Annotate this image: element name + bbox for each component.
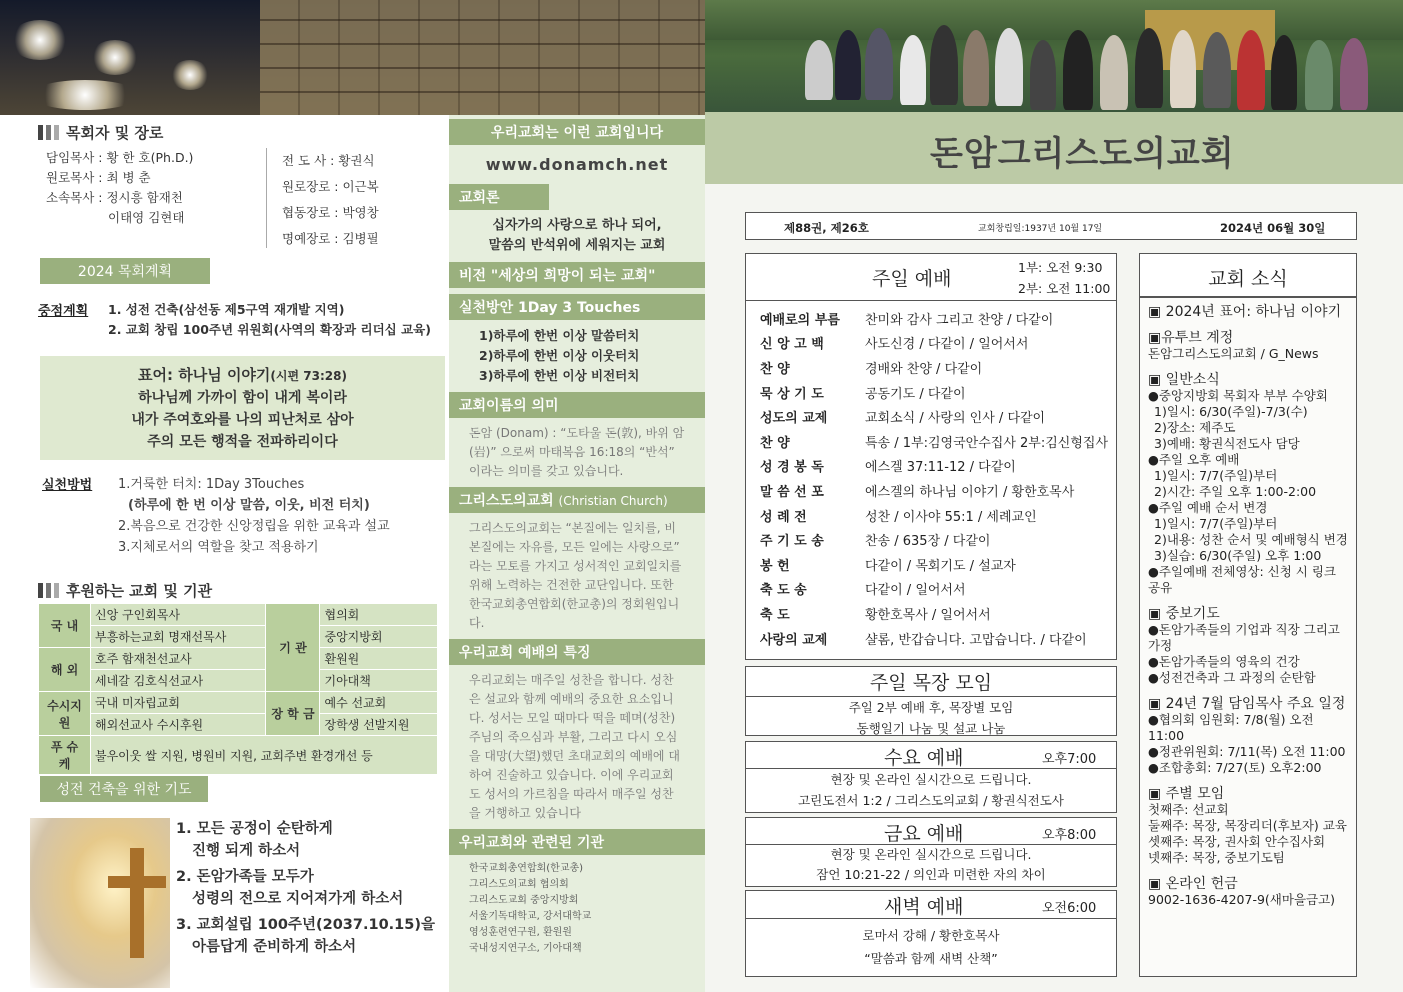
practice-plan: 1)하루에 한번 이상 말씀터치 2)하루에 한번 이상 이웃터치 3)하루에 한번 이상 비전터치 <box>479 328 640 383</box>
practice-list: 1.거룩한 터치: 1Day 3Touches (하루에 한 번 이상 말씀, 이웃, 비전 터치) 2.복음으로 건강한 신앙정립을 위한 교육과 설교 3.지체로서의 역할을 찾고 적용하기 <box>118 477 390 555</box>
news-heading: ▣유투브 계정 <box>1148 330 1234 346</box>
news-line: ●중앙지방회 목회자 부부 수양회 <box>1148 388 1328 403</box>
worship-order-value: 성찬 / 이사야 55:1 / 세례교인 <box>865 509 1037 525</box>
worship-order-value: 다같이 / 일어서서 <box>865 583 966 599</box>
worship-order-row <box>760 355 1110 380</box>
sunday-times: 1부: 오전 9:30 2부: 오전 11:00 <box>1018 260 1111 296</box>
pastors-left-list: 담임목사 : 황 한 호(Ph.D.) 원로목사 : 최 병 춘 소속목사 : 정시흥 함재천 이태영 김현태 <box>46 150 194 225</box>
worship-order-row <box>760 503 1110 528</box>
worship-order-label: 신 앙 고 백 <box>760 337 824 353</box>
worship-order-value: 찬송 / 635장 / 다같이 <box>865 534 991 550</box>
sunday-worship-box <box>745 253 1117 660</box>
dawn-box <box>745 890 1117 977</box>
news-line: ●조합총회: 7/27(토) 오후2:00 <box>1148 760 1322 775</box>
worship-order-label: 성도의 교제 <box>760 411 828 427</box>
news-line: ●돈암가족들의 영육의 건강 <box>1148 654 1300 669</box>
worship-order-value: 공동기도 / 다같이 <box>865 386 966 402</box>
worship-order-label: 말 씀 선 포 <box>760 484 824 500</box>
news-line: 1)일시: 7/7(주일)부터 <box>1154 468 1278 483</box>
cc-head: 그리스도의교회 (Christian Church) <box>449 487 705 513</box>
prayer-tab: 성전 건축을 위한 기도 <box>40 776 208 802</box>
news-line: ●돈암가족들의 기업과 직장 그리고 가정 <box>1148 622 1340 653</box>
worship-order-value: 찬미와 감사 그리고 찬양 / 다같이 <box>865 312 1054 328</box>
night-wall-photo <box>0 0 705 115</box>
practice-head: 실천방안 1Day 3 Touches <box>449 294 705 320</box>
news-line: 셋째주: 목장, 권사회 안수집사회 <box>1148 834 1326 849</box>
worship-order-value: 황한호목사 / 일어서서 <box>865 607 991 623</box>
worship-order-label: 찬 양 <box>760 435 790 451</box>
worship-order-value: 에스겔의 하나님 이야기 / 황한호목사 <box>865 484 1075 500</box>
church-theory-head: 교회론 <box>449 184 549 210</box>
church-name: 돈암그리스도의교회 <box>930 134 1235 174</box>
worship-order-row <box>760 552 1110 577</box>
news-line: 2)장소: 제주도 <box>1154 420 1236 435</box>
worship-order-label: 봉 헌 <box>760 558 790 574</box>
focus-label: 중점계획 <box>38 304 89 319</box>
bars-icon <box>38 583 60 598</box>
cc-text: 그리스도의교회는 “본질에는 일치를, 비 본질에는 자유를, 모든 일에는 사랑으로” 라는 모토를 가지고 성서적인 교회일치를 위해 노력하는 건전한 교단입니다. 또한 한국교회총연합회(한교총)의 정회원입니다. <box>469 521 682 630</box>
related-head: 우리교회와 관련된 기관 <box>449 829 705 855</box>
support-heading: 후원하는 교회 및 기관 <box>38 580 212 601</box>
news-line: 9002-1636-4207-9(새마을금고) <box>1148 892 1336 907</box>
news-box <box>1139 297 1357 977</box>
wednesday-box <box>745 741 1117 813</box>
worship-order-label: 축 도 송 <box>760 583 807 599</box>
worship-order-label: 묵 상 기 도 <box>760 386 824 402</box>
worship-order-label: 예배로의 부름 <box>760 312 840 328</box>
divider <box>266 148 267 248</box>
wednesday-lines: 현장 및 온라인 실시간으로 드립니다. 고린도전서 1:2 / 그리스도의교회 / 황권식전도사 <box>798 772 1064 808</box>
sunday-group-title: 주일 목장 모임 <box>746 667 1116 697</box>
news-line: 3)실습: 6/30(주일) 오후 1:00 <box>1154 548 1322 563</box>
prayer-list: 1. 모든 공정이 순탄하게 진행 되게 하소서 2. 돈암가족들 모두가 성령의 전으로 지어져가게 하소서 3. 교회설립 100주년(2037.10.15)을 아름답게 준비하게 하소서 <box>176 821 435 955</box>
bars-icon <box>38 125 60 140</box>
news-line: 1)일시: 7/7(주일)부터 <box>1154 516 1278 531</box>
worship-order-label: 찬 양 <box>760 361 790 377</box>
volume: 제88권, 제26호 <box>784 221 869 235</box>
worship-order-row <box>760 380 1110 405</box>
worship-order-row <box>760 601 1110 626</box>
news-list <box>1140 298 1356 914</box>
worship-order-row <box>760 454 1110 479</box>
news-line: 3)예배: 황권식전도사 담당 <box>1154 436 1300 451</box>
news-line: 돈암그리스도의교회 / G_News <box>1148 346 1319 361</box>
dawn-header: 새벽 예배 오전6:00 <box>746 891 1116 919</box>
sunday-group-box <box>745 666 1117 736</box>
issue-bar <box>745 212 1357 240</box>
news-line: 넷째주: 목장, 중보기도팀 <box>1148 850 1285 865</box>
news-line: ●주일 오후 예배 <box>1148 452 1240 467</box>
intro-head: 우리교회는 이런 교회입니다 <box>449 119 705 145</box>
worship-order-row <box>760 429 1110 454</box>
focus-list: 1. 성전 건축(삼선동 제5구역 재개발 지역) 2. 교회 창립 100주년 위원회(사역의 확장과 리더십 교육) <box>108 302 431 337</box>
sunday-group-lines: 주일 2부 예배 후, 목장별 모임 동행일기 나눔 및 설교 나눔 <box>848 700 1014 736</box>
worship-feature-head: 우리교회 예배의 특징 <box>449 639 705 665</box>
support-table: 국 내 신앙 구인회목사 기 관 협의회 부흥하는교회 명재선목사 중앙지방회 해 외 호주 함재천선교사 환원원 세네갈 김호식선교사 기아대책 수시지원 국내 미자립교회 장 학 금 예수 선교회 해외선교사 수시후원 장학생 선발지원 푸 슈 케 불우이웃 쌀 지원, 병원비 지원, 교회주변 환경개선 등 <box>38 603 438 775</box>
founded-date: 교회창립일:1937년 10월 17일 <box>978 224 1103 234</box>
left-panel <box>30 118 445 992</box>
support-table-wrap <box>38 603 438 775</box>
worship-order-label: 사랑의 교제 <box>760 632 828 648</box>
news-line: 2)시간: 주일 오후 1:00-2:00 <box>1154 484 1317 499</box>
friday-box <box>745 817 1117 887</box>
news-line: 2)내용: 성찬 순서 및 예배형식 변경 <box>1154 532 1348 547</box>
website-link[interactable]: www.donamch.net <box>485 155 669 174</box>
vision-head: 비전 "세상의 희망이 되는 교회" <box>449 262 705 288</box>
worship-order-value: 교회소식 / 사랑의 인사 / 다같이 <box>865 411 1046 427</box>
middle-panel <box>449 115 705 992</box>
bulletin-date: 2024년 06월 30일 <box>1220 221 1326 235</box>
cross-image <box>30 818 170 988</box>
news-heading: ▣ 중보기도 <box>1148 606 1220 622</box>
sunday-order-list <box>760 306 1110 650</box>
congregation-photo <box>705 0 1403 112</box>
worship-order-value: 특송 / 1부:김영국안수집사 2부:김신형집사 <box>865 435 1109 451</box>
news-heading: ▣ 24년 7월 담임목사 주요 일정 <box>1148 696 1346 712</box>
news-heading: ▣ 일반소식 <box>1148 372 1220 388</box>
news-heading: ▣ 온라인 헌금 <box>1148 876 1238 892</box>
news-line: ●정관위원회: 7/11(목) 오전 11:00 <box>1148 744 1346 759</box>
news-line: ●협의회 임원회: 7/8(월) 오전 11:00 <box>1148 712 1314 743</box>
worship-order-row <box>760 626 1110 651</box>
news-line: 둘째주: 목장, 목장리더(후보자) 교육 <box>1148 818 1347 833</box>
pastors-right-list: 전 도 사 : 황권식 원로장로 : 이근복 협동장로 : 박영창 명예장로 : 김병필 <box>282 153 379 246</box>
title-band <box>705 112 1403 184</box>
worship-order-value: 사도신경 / 다같이 / 일어서서 <box>865 337 1029 353</box>
news-title-box: 교회 소식 <box>1139 253 1357 297</box>
worship-order-label: 주 기 도 송 <box>760 534 824 550</box>
church-theory: 십자가의 사랑으로 하나 되어, 말씀의 반석위에 세워지는 교회 <box>488 218 666 253</box>
sunday-worship-title: 주일 예배 <box>872 268 952 290</box>
divider <box>746 300 1116 301</box>
name-meaning-text: 돈암 (Donam) : “도타울 돈(敦), 바위 암(岩)” 으로써 마태복음 16:18의 “반석” 이라는 의미를 갖고 있습니다. <box>469 426 685 478</box>
worship-order-label: 성 경 봉 독 <box>760 460 824 476</box>
news-heading: ▣ 2024년 표어: 하나님 이야기 <box>1148 304 1342 320</box>
worship-order-row <box>760 306 1110 331</box>
worship-order-value: 경배와 찬양 / 다같이 <box>865 361 983 377</box>
news-heading: ▣ 주별 모임 <box>1148 786 1225 802</box>
practice-label: 실천방법 <box>42 478 93 493</box>
worship-order-row <box>760 331 1110 356</box>
worship-order-row <box>760 478 1110 503</box>
related-list: 한국교회총연합회(한교총) 그리스도의교회 협의회 그리스도교회 중앙지방회 서울기독대학교, 강서대학교 영성훈련연구원, 환원원 국내성지연구소, 기아대책 <box>469 863 592 954</box>
name-meaning-head: 교회이름의 의미 <box>449 392 705 418</box>
worship-order-row <box>760 577 1110 602</box>
worship-order-value: 다같이 / 목회기도 / 설교자 <box>865 558 1016 574</box>
pastors-heading: 목회자 및 장로 <box>38 122 163 143</box>
news-line: 첫째주: 선교회 <box>1148 802 1229 817</box>
worship-order-label: 성 례 전 <box>760 509 807 525</box>
worship-order-row <box>760 404 1110 429</box>
worship-order-value: 샬롬, 반갑습니다. 고맙습니다. / 다같이 <box>865 632 1087 648</box>
worship-order-row <box>760 527 1110 552</box>
plan-tab: 2024 목회계획 <box>40 258 210 284</box>
worship-order-label: 축 도 <box>760 607 790 623</box>
worship-feature-text: 우리교회는 매주일 성찬을 합니다. 성찬은 설교와 함께 예배의 중요한 요소입니다. 성서는 모일 때마다 떡을 떼며(성찬) 주님의 죽으심과 부활, 그리고 다시 오심을 대망(大望)했던 초대교회의 예배에 대하여 진술하고 있습니다. 이에 우리교회도 성서의 가르침을 따라서 매주일 성찬을 거행하고 있습니다 <box>469 673 680 820</box>
worship-order-value: 에스겔 37:11-12 / 다같이 <box>865 460 1016 476</box>
motto-box: 표어: 하나님 이야기(시편 73:28) 하나님께 가까이 함이 내게 복이라 내가 주여호와를 나의 피난처로 삼아 주의 모든 행적을 전파하리이다 <box>40 356 445 460</box>
news-line: 1)일시: 6/30(주일)-7/3(수) <box>1154 404 1308 419</box>
friday-lines: 현장 및 온라인 실시간으로 드립니다. 잠언 10:21-22 / 의인과 미련한 자의 차이 <box>816 847 1046 882</box>
wednesday-header: 수요 예배 오후7:00 <box>746 742 1116 769</box>
news-line: ●성전건축과 그 과정의 순탄함 <box>1148 670 1316 685</box>
news-line: ●주일예배 전체영상: 신청 시 링크 공유 <box>1148 564 1336 595</box>
friday-header: 금요 예배 오후8:00 <box>746 818 1116 845</box>
news-line: ●주일 예배 순서 변경 <box>1148 500 1268 515</box>
dawn-lines: 로마서 강해 / 황한호목사 “말씀과 함께 새벽 산책” <box>862 928 1000 966</box>
